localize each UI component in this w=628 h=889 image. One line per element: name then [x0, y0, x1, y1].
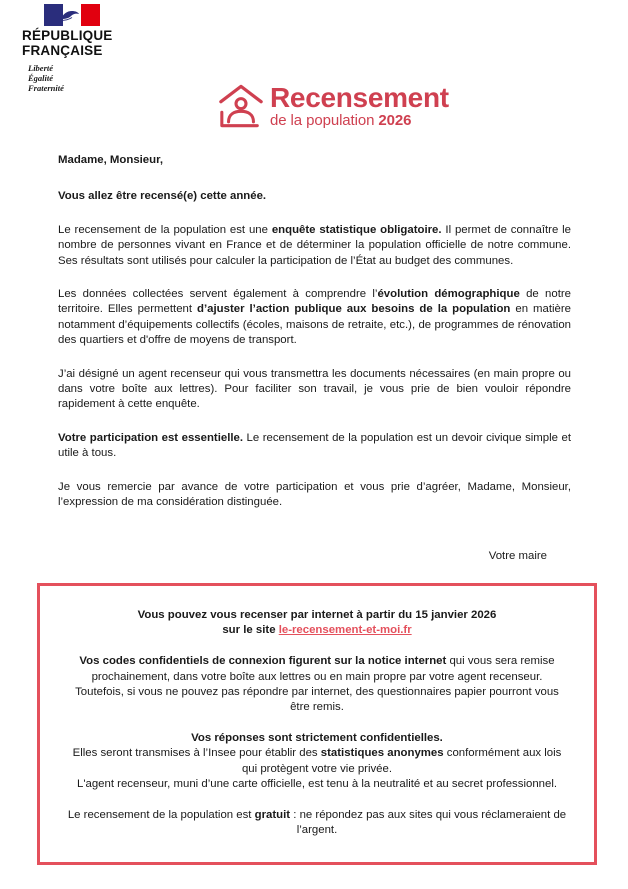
- lead-statement: Vous allez être recensé(e) cette année.: [58, 190, 267, 203]
- emphasis-text: évolution démographique: [377, 288, 520, 301]
- body-text: Je vous remercie par avance de votre participation et vous prie d’agréer, Madame, Monsieur, l’expression de ma considération distinguée.: [58, 480, 571, 509]
- brand-subtitle-text: de la population: [270, 112, 379, 129]
- census-website-link[interactable]: le-recensement-et-moi.fr: [278, 624, 412, 637]
- emphasis-text: Vos réponses sont strictement confidentielles.: [191, 732, 443, 745]
- letter-paragraphs: [58, 223, 571, 511]
- body-text: L'agent recenseur, muni d’une carte officielle, est tenu à la neutralité et au secret professionnel.: [76, 777, 558, 790]
- republique-francaise-emblem: [22, 4, 152, 93]
- body-text: Le recensement de la population est une: [58, 223, 272, 236]
- brand-wordmark: [270, 84, 449, 130]
- emphasis-text: sur le site: [222, 624, 279, 637]
- body-text: Le recensement de la population est un devoir civique simple et utile à tous.: [58, 431, 571, 460]
- signature-line: Votre maire: [488, 549, 547, 562]
- letter-paragraph: [58, 480, 571, 511]
- letter-paragraph: [58, 367, 571, 413]
- emphasis-text: gratuit: [254, 809, 291, 822]
- emphasis-text: Votre participation est essentielle.: [58, 431, 244, 444]
- house-person-census-icon: [218, 83, 264, 130]
- info-box-paragraph: [66, 654, 568, 715]
- emphasis-text: statistiques anonymes: [320, 747, 444, 760]
- motto-fraternite: Fraternité: [28, 83, 64, 93]
- info-box-paragraph: [66, 608, 568, 638]
- emphasis-text: enquête statistique obligatoire.: [271, 223, 442, 236]
- brand-title: Recensement: [270, 82, 449, 113]
- emphasis-text: d’ajuster l’action publique aux besoins de la population: [197, 303, 511, 316]
- letter-body: [58, 153, 571, 564]
- republique-line: RÉPUBLIQUE: [22, 28, 113, 43]
- marianne-silhouette-icon: [59, 8, 81, 22]
- emphasis-text: Vos codes confidentiels de connexion figurent sur la notice internet: [79, 655, 447, 668]
- internet-info-box: [37, 583, 597, 865]
- body-text: Il permet de connaître le nombre de personnes vivant en France et de déterminer la population officielle de notre commune. Ses résultats sont utilisés pour calculer la participation de l’État au budget des communes.: [58, 223, 571, 267]
- letter-paragraph: [58, 223, 571, 269]
- salutation: Madame, Monsieur,: [58, 154, 164, 166]
- body-text: conformément aux lois qui protègent votre vie privée.: [241, 747, 562, 775]
- republic-motto: [28, 63, 152, 93]
- body-text: J’ai désigné un agent recenseur qui vous transmettra les documents nécessaires (en main propre ou dans votre boîte aux lettres). Pour faciliter son travail, je vous prie de bien vouloir répondre rapidement à cette enquête.: [58, 367, 571, 411]
- info-box-content: [40, 586, 594, 848]
- body-text: en matière notamment d’équipements collectifs (écoles, maisons de retraite, etc.), de programmes de rénovation des quartiers et d'offre de moyens de transport.: [58, 303, 572, 347]
- recensement-brand: [218, 83, 449, 130]
- info-box-paragraph: [66, 731, 568, 792]
- body-text: Les données collectées servent également à comprendre l’: [58, 288, 378, 301]
- body-text: qui vous sera remise prochainement, dans votre boîte aux lettres ou en main propre par votre agent recenseur. Toutefois, si vous ne pouvez pas répondre par internet, des questionnaires papier pourront vous être remis.: [75, 655, 559, 714]
- letter-paragraph: [58, 287, 571, 349]
- motto-egalite: Égalité: [28, 73, 54, 83]
- emphasis-text: Vous pouvez vous recenser par internet à partir du 15 janvier 2026: [137, 609, 497, 621]
- francaise-line: FRANÇAISE: [22, 42, 103, 58]
- body-text: Elles seront transmises à l’Insee pour établir des: [72, 747, 321, 760]
- brand-year: 2026: [378, 112, 412, 129]
- body-text: : ne répondez pas aux sites qui vous réclameraient de l’argent.: [290, 809, 567, 837]
- republique-francaise-label: [22, 29, 152, 58]
- motto-liberte: Liberté: [28, 63, 54, 73]
- letter-paragraph: [58, 431, 571, 462]
- body-text: Le recensement de la population est: [67, 809, 255, 822]
- info-box-paragraph: [66, 808, 568, 838]
- french-flag-marianne-icon: [44, 4, 100, 26]
- body-text: de notre territoire. Elles permettent: [58, 288, 571, 316]
- brand-subtitle: [270, 113, 449, 129]
